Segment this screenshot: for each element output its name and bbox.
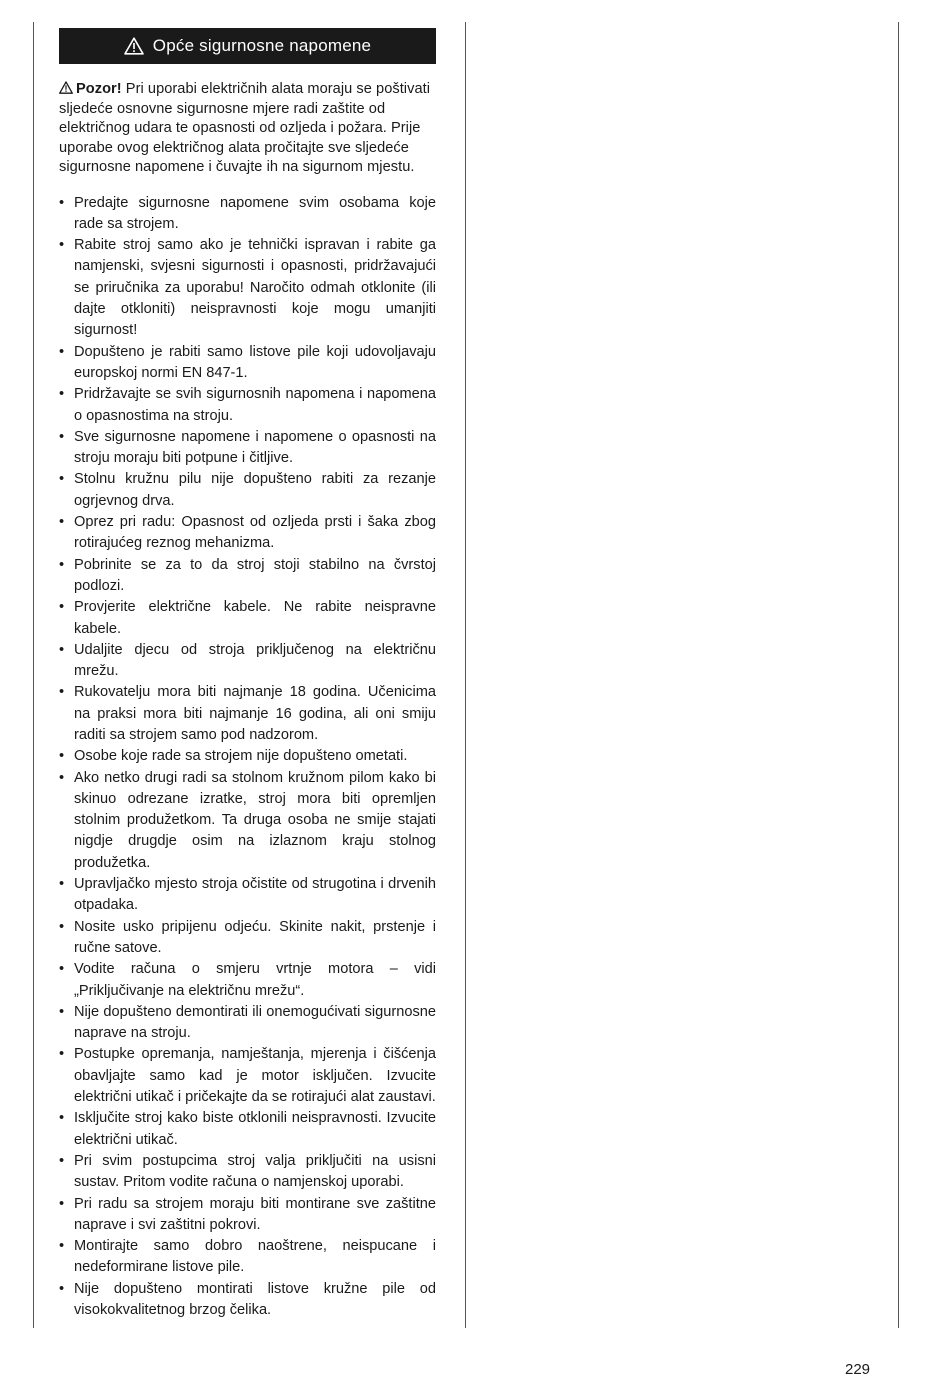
safety-rule-item [59,597,436,640]
safety-rule-text: Pri radu sa strojem moraju biti montirane sve zaštitne naprave i svi zaštitni pokrovi. [74,1195,436,1233]
safety-rule-text: Upravljačko mjesto stroja očistite od strugotina i drvenih otpadaka. [74,876,436,914]
safety-rule-item [59,1002,436,1045]
column-rule-left [33,22,34,1328]
safety-rule-item [59,1236,436,1279]
safety-rule-item [59,1044,436,1108]
left-column [59,28,436,1321]
warning-triangle-icon [124,37,144,55]
intro-text: Pri uporabi električnih alata moraju se poštivati sljedeće osnovne sigurnosne mjere radi zaštite od električnog udara te opasnosti od ozljeda i požara. Prije uporabe ovog električnog alata pročitajte sve sljedeće sigurnosne napomene i čuvajte ih na sigurnom mjestu. [59,81,431,176]
column-rule-right [898,22,899,1328]
bullet-icon: • [59,514,65,531]
safety-rule-item [59,768,436,874]
bullet-icon: • [59,748,65,765]
bullet-icon: • [59,428,65,445]
safety-rule-item [59,555,436,598]
bullet-icon: • [59,343,65,360]
safety-rule-text: Rabite stroj samo ako je tehnički ispravan i rabite ga namjenski, svjesni sigurnosti i opasnosti, pridržavajući se priručnika za uporabu! Naročito odmah otklonite (ili dajte otkloniti) neispravnosti koje mogu umanjiti sigurnost! [74,237,436,339]
bullet-icon: • [59,1046,65,1063]
safety-rule-item [59,469,436,512]
safety-rule-item [59,1151,436,1194]
safety-rule-text: Vodite računa o smjeru vrtnje motora – vidi „Priključivanje na električnu mrežu“. [74,961,436,999]
bullet-icon: • [59,599,65,616]
bullet-icon: • [59,1238,65,1255]
safety-rule-item [59,917,436,960]
safety-rule-text: Nije dopušteno montirati listove kružne pile od visokokvalitetnog brzog čelika. [74,1280,436,1318]
safety-rule-item [59,193,436,236]
bullet-icon: • [59,386,65,403]
safety-rule-text: Predajte sigurnosne napomene svim osobama koje rade sa strojem. [74,194,436,232]
safety-rule-text: Montirajte samo dobro naoštrene, neispucane i nedeformirane listove pile. [74,1238,436,1276]
safety-rule-text: Udaljite djecu od stroja priključenog na električnu mrežu. [74,641,436,680]
bullet-icon: • [59,1110,65,1127]
bullet-icon: • [59,684,65,701]
section-heading [59,28,436,64]
safety-rule-text: Nosite usko pripijenu odjeću. Skinite nakit, prstenje i ručne satove. [74,918,436,956]
safety-rule-text: Dopušteno je rabiti samo listove pile koji udovoljavaju europskoj normi EN 847-1. [74,343,436,381]
safety-rule-item [59,384,436,427]
safety-rule-text: Pri svim postupcima stroj valja priključiti na usisni sustav. Pritom vodite računa o namjenskoj uporabi. [74,1152,436,1191]
safety-rule-item [59,959,436,1002]
safety-rule-item [59,235,436,341]
safety-rule-item [59,1108,436,1151]
safety-rule-text: Osobe koje rade sa strojem nije dopušteno ometati. [74,748,408,765]
safety-rule-item [59,874,436,917]
bullet-icon: • [59,471,65,488]
intro-lead: Pozor! [76,81,122,97]
safety-rule-item [59,640,436,683]
safety-rule-item [59,746,436,767]
safety-rule-text: Provjerite električne kabele. Ne rabite neispravne kabele. [74,599,436,637]
bullet-icon: • [59,1152,65,1169]
safety-rule-item [59,682,436,746]
safety-rule-text: Postupke opremanja, namještanja, mjerenja i čišćenja obavljajte samo kad je motor isključen. Izvucite električni utikač i pričekajte da se rotirajući alat zaustavi. [74,1046,436,1106]
section-title: Opće sigurnosne napomene [152,36,372,55]
safety-rule-item [59,1279,436,1322]
safety-rule-text: Pridržavajte se svih sigurnosnih napomena i napomena o opasnostima na stroju. [74,386,436,424]
bullet-icon: • [59,769,65,786]
bullet-icon: • [59,918,65,935]
safety-rule-item [59,1194,436,1237]
bullet-icon: • [59,556,65,573]
safety-rule-item [59,342,436,385]
bullet-icon: • [59,1003,65,1020]
bullet-icon: • [59,194,65,211]
bullet-icon: • [59,237,65,254]
bullet-icon: • [59,876,65,893]
safety-rule-text: Pobrinite se za to da stroj stoji stabilno na čvrstoj podlozi. [74,556,436,594]
caution-triangle-icon [59,81,73,94]
intro-paragraph [59,80,436,178]
safety-rule-item [59,427,436,470]
bullet-icon: • [59,1195,65,1212]
safety-rule-text: Ako netko drugi radi sa stolnom kružnom pilom kako bi skinuo odrezane izratke, stroj mora biti opremljen stolnim produžetkom. Ta druga osoba ne smije stajati nigdje drugdje osim na izlaznom kraju stolnog produžetka. [74,769,436,871]
safety-rule-text: Rukovatelju mora biti najmanje 18 godina. Učenicima na praksi mora biti najmanje 16 godina, ali oni smiju raditi sa strojem samo pod nadzorom. [74,684,436,743]
safety-rule-text: Nije dopušteno demontirati ili onemogućivati sigurnosne naprave na stroju. [74,1003,436,1042]
bullet-icon: • [59,961,65,978]
safety-rule-text: Isključite stroj kako biste otklonili neispravnosti. Izvucite električni utikač. [74,1110,436,1148]
page-number: 229 [845,1361,871,1378]
bullet-icon: • [59,1280,65,1297]
safety-rule-text: Oprez pri radu: Opasnost od ozljeda prsti i šaka zbog rotirajućeg reznog mehanizma. [74,514,436,552]
safety-rules-list [59,193,436,1322]
bullet-icon: • [59,641,65,658]
safety-rule-text: Stolnu kružnu pilu nije dopušteno rabiti za rezanje ogrjevnog drva. [74,471,436,509]
column-rule-middle [465,22,466,1328]
safety-rule-item [59,512,436,555]
safety-rule-text: Sve sigurnosne napomene i napomene o opasnosti na stroju moraju biti potpune i čitljive. [74,428,436,467]
